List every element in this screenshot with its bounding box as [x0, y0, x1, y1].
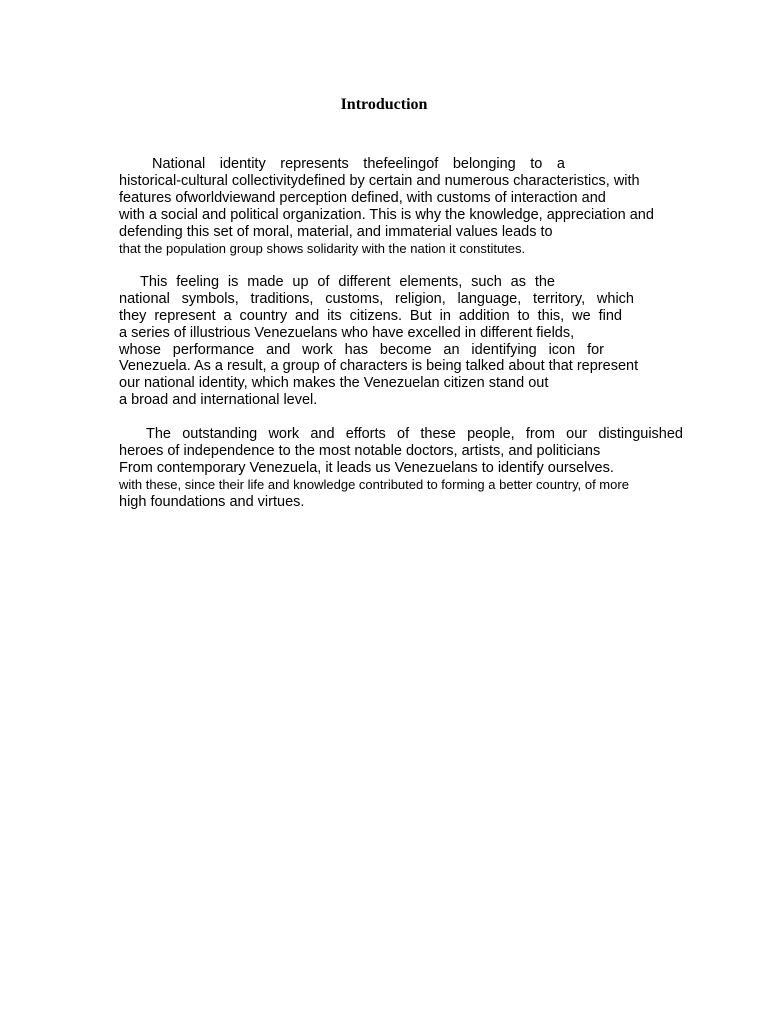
text-line: with a social and political organization. This is why the knowledge, appreciation and [119, 207, 654, 223]
document-title: Introduction [340, 96, 428, 113]
text-line: This feeling is made up of different elements, such as the [140, 274, 555, 290]
text-line: with these, since their life and knowledge contributed to forming a better country, of more [119, 477, 629, 492]
text-line: defending this set of moral, material, and immaterial values leads to [119, 224, 553, 240]
text-line: heroes of independence to the most notable doctors, artists, and politicians [119, 443, 601, 459]
text-line: that the population group shows solidarity with the nation it constitutes. [119, 241, 526, 256]
text-line: they represent a country and its citizens. But in addition to this, we find [119, 308, 622, 324]
text-line: our national identity, which makes the Venezuelan citizen stand out [119, 375, 549, 391]
text-line: whose performance and work has become an identifying icon for [119, 342, 604, 358]
text-line: high foundations and virtues. [119, 494, 305, 510]
text-line: National identity represents thefeelingof belonging to a [152, 156, 565, 172]
text-line: The outstanding work and efforts of these people, from our distinguished [146, 426, 683, 442]
text-line: From contemporary Venezuela, it leads us Venezuelans to identify ourselves. [119, 460, 614, 476]
text-line: national symbols, traditions, customs, religion, language, territory, which [119, 291, 634, 307]
text-line: features ofworldviewand perception defined, with customs of interaction and [119, 190, 606, 206]
text-line: Venezuela. As a result, a group of characters is being talked about that represent [119, 358, 639, 374]
text-line: a broad and international level. [119, 392, 318, 408]
text-line: historical-cultural collectivitydefined by certain and numerous characteristics, with [119, 173, 640, 189]
text-line: a series of illustrious Venezuelans who have excelled in different fields, [119, 325, 575, 341]
